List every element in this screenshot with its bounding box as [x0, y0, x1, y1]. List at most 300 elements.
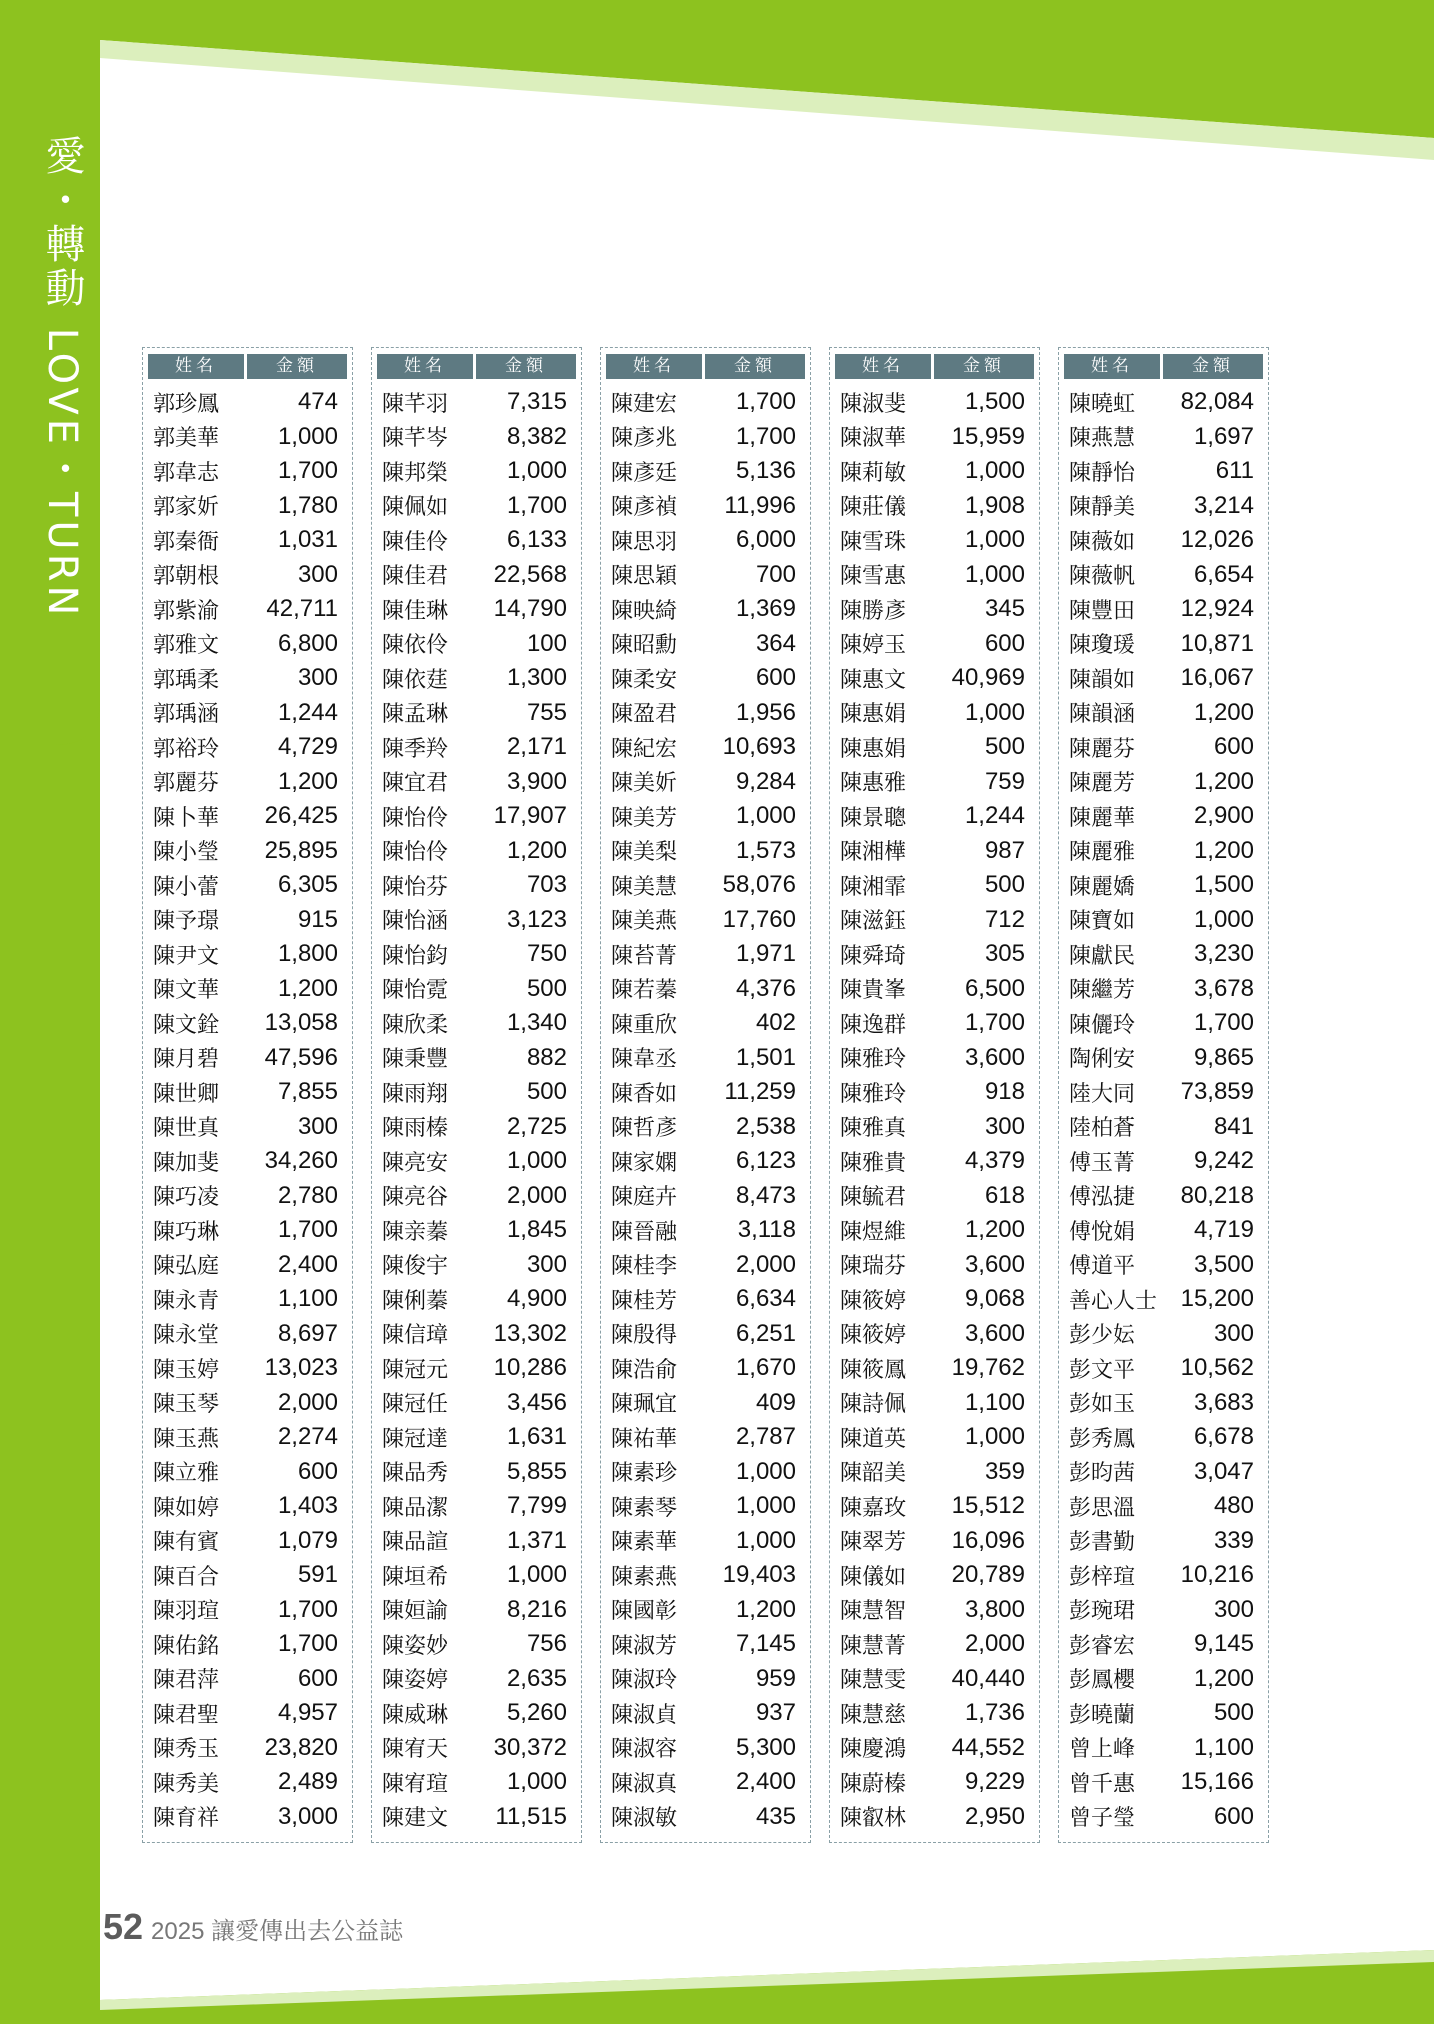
donation-amount: 300 [526, 1250, 567, 1278]
donation-amount: 1,000 [964, 698, 1025, 726]
table-row [611, 1455, 796, 1490]
donation-amount: 3,600 [964, 1043, 1025, 1071]
donor-name: 郭瑀柔 [153, 667, 220, 693]
donation-amount: 73,859 [1180, 1078, 1254, 1106]
donation-amount: 1,000 [964, 526, 1025, 554]
donation-amount: 600 [984, 629, 1025, 657]
table-row [840, 937, 1025, 972]
donor-name: 陳雅貴 [840, 1150, 907, 1176]
table-row [840, 1282, 1025, 1317]
donor-name: 陳惠娟 [840, 736, 907, 762]
donation-amount: 25,895 [264, 836, 338, 864]
donation-amount: 3,683 [1193, 1388, 1254, 1416]
table-row [1069, 1179, 1254, 1214]
table-row [153, 1455, 338, 1490]
donation-amount: 703 [526, 871, 567, 899]
donor-name: 陳文華 [153, 978, 220, 1004]
donation-amount: 8,697 [277, 1319, 338, 1347]
donor-name: 傅道平 [1069, 1254, 1136, 1280]
donation-amount: 1,697 [1193, 422, 1254, 450]
table-row [840, 1006, 1025, 1041]
table-row [840, 1386, 1025, 1421]
donation-amount: 339 [1213, 1526, 1254, 1554]
donation-amount: 11,996 [724, 491, 796, 519]
donor-name: 陳雨榛 [382, 1116, 449, 1142]
donation-amount: 4,900 [506, 1285, 567, 1313]
donor-name: 陳雅玲 [840, 1081, 907, 1107]
donor-name: 陳燕慧 [1069, 426, 1136, 452]
table-row [1069, 1386, 1254, 1421]
donor-name: 郭紫渝 [153, 598, 220, 624]
donation-amount: 1,200 [1193, 1664, 1254, 1692]
donor-name: 陳玉燕 [153, 1426, 220, 1452]
donor-name: 陳怡伶 [382, 805, 449, 831]
donation-amount: 3,900 [506, 767, 567, 795]
donation-amount: 1,300 [506, 664, 567, 692]
table-row [382, 592, 567, 627]
donor-name: 陳尹文 [153, 943, 220, 969]
donation-amount: 6,305 [277, 871, 338, 899]
donor-name: 陳永青 [153, 1288, 220, 1314]
donor-name: 陳欣柔 [382, 1012, 449, 1038]
table-row [1069, 1627, 1254, 1662]
table-row [1069, 1558, 1254, 1593]
donation-amount: 58,076 [722, 871, 796, 899]
table-row [382, 489, 567, 524]
donor-name: 陳映綺 [611, 598, 678, 624]
donor-name: 陳滋鈺 [840, 909, 907, 935]
donor-name: 陳君萍 [153, 1668, 220, 1694]
donor-name: 陳儷玲 [1069, 1012, 1136, 1038]
donation-amount: 2,780 [277, 1181, 338, 1209]
page-number: 52 [103, 1906, 144, 1947]
table-row [153, 592, 338, 627]
table-row [611, 1489, 796, 1524]
donation-amount: 82,084 [1180, 388, 1254, 416]
table-row [382, 558, 567, 593]
donation-amount: 364 [755, 629, 796, 657]
amount-column-header: 金額 [934, 354, 1034, 379]
donor-name: 陳宥天 [382, 1737, 449, 1763]
donation-amount: 1,000 [735, 1526, 796, 1554]
table-row [611, 937, 796, 972]
table-row [1069, 1662, 1254, 1697]
table-row [153, 1075, 338, 1110]
donation-amount: 5,260 [506, 1699, 567, 1727]
donation-amount: 26,425 [264, 802, 338, 830]
donation-amount: 19,403 [722, 1561, 796, 1589]
table-header [377, 354, 576, 379]
donor-name: 陳月碧 [153, 1047, 220, 1073]
donor-name: 陳美燕 [611, 909, 678, 935]
donation-amount: 44,552 [951, 1733, 1025, 1761]
donor-name: 陳麗雅 [1069, 840, 1136, 866]
table-row [382, 1351, 567, 1386]
table-row [611, 454, 796, 489]
donation-amount: 1,200 [1193, 698, 1254, 726]
donation-amount: 8,382 [506, 422, 567, 450]
donation-amount: 500 [984, 871, 1025, 899]
donor-name: 陳秉豐 [382, 1047, 449, 1073]
table-row [611, 834, 796, 869]
donation-amount: 10,286 [493, 1354, 567, 1382]
donation-amount: 3,600 [964, 1250, 1025, 1278]
table-row [1069, 523, 1254, 558]
donation-amount: 7,799 [506, 1492, 567, 1520]
table-row [153, 1800, 338, 1835]
donor-name: 郭朝根 [153, 564, 220, 590]
donor-name: 郭裕玲 [153, 736, 220, 762]
donation-amount: 12,924 [1180, 595, 1254, 623]
donor-name: 陳莉敏 [840, 460, 907, 486]
page-footer [103, 1906, 403, 1948]
table-row [840, 972, 1025, 1007]
table-row [382, 1731, 567, 1766]
donation-amount: 6,678 [1193, 1423, 1254, 1451]
donation-amount: 14,790 [493, 595, 567, 623]
donation-amount: 15,200 [1180, 1285, 1254, 1313]
donor-name: 陳慧智 [840, 1599, 907, 1625]
donation-amount: 841 [1213, 1112, 1254, 1140]
donation-amount: 2,950 [964, 1802, 1025, 1830]
donor-name: 陳曉虹 [1069, 391, 1136, 417]
donation-amount: 8,216 [506, 1595, 567, 1623]
donor-name: 彭文平 [1069, 1357, 1136, 1383]
donation-amount: 1,000 [1193, 905, 1254, 933]
donation-amount: 2,000 [735, 1250, 796, 1278]
table-row [153, 696, 338, 731]
donation-amount: 9,229 [964, 1768, 1025, 1796]
table-row [840, 454, 1025, 489]
donation-amount: 4,376 [735, 974, 796, 1002]
donation-amount: 300 [297, 1112, 338, 1140]
table-row [153, 523, 338, 558]
donor-name: 陳姿婷 [382, 1668, 449, 1694]
donor-name: 陳翠芳 [840, 1530, 907, 1556]
donor-name: 陳孟琳 [382, 702, 449, 728]
donation-amount: 618 [984, 1181, 1025, 1209]
donation-amount: 2,538 [735, 1112, 796, 1140]
donor-name: 傅悅娟 [1069, 1219, 1136, 1245]
donor-name: 陳景聰 [840, 805, 907, 831]
donation-amount: 1,100 [1193, 1733, 1254, 1761]
name-column-header: 姓名 [377, 354, 473, 379]
table-row [382, 1662, 567, 1697]
name-column-header: 姓名 [606, 354, 702, 379]
donor-name: 陳佳琳 [382, 598, 449, 624]
donation-amount: 435 [755, 1802, 796, 1830]
table-row [840, 592, 1025, 627]
table-row [611, 627, 796, 662]
table-row [153, 1041, 338, 1076]
donor-table [829, 347, 1040, 1843]
donation-amount: 1,200 [277, 974, 338, 1002]
donor-name: 陳慧菁 [840, 1633, 907, 1659]
donor-name: 陳建文 [382, 1806, 449, 1832]
donor-name: 陳玉婷 [153, 1357, 220, 1383]
donation-amount: 1,031 [277, 526, 338, 554]
donor-name: 陳勝彥 [840, 598, 907, 624]
donation-amount: 1,000 [964, 1423, 1025, 1451]
donor-name: 陳世真 [153, 1116, 220, 1142]
donor-name: 陳舜琦 [840, 943, 907, 969]
name-column-header: 姓名 [148, 354, 244, 379]
donor-name: 郭家妡 [153, 495, 220, 521]
donation-amount: 300 [297, 560, 338, 588]
table-row [382, 937, 567, 972]
donor-name: 陳嘉玫 [840, 1495, 907, 1521]
donor-name: 陳芊岑 [382, 426, 449, 452]
donor-name: 郭雅文 [153, 633, 220, 659]
table-row [153, 558, 338, 593]
table-row [153, 1558, 338, 1593]
donation-amount: 4,719 [1193, 1216, 1254, 1244]
table-row [153, 661, 338, 696]
donor-name: 陳姮諭 [382, 1599, 449, 1625]
donation-amount: 937 [755, 1699, 796, 1727]
donor-name: 陳永堂 [153, 1323, 220, 1349]
donation-amount: 3,678 [1193, 974, 1254, 1002]
donor-name: 陳芊羽 [382, 391, 449, 417]
donor-name: 陳依伶 [382, 633, 449, 659]
donation-amount: 1,736 [964, 1699, 1025, 1727]
donor-name: 陳加斐 [153, 1150, 220, 1176]
name-column-header: 姓名 [835, 354, 931, 379]
table-row [840, 1662, 1025, 1697]
table-row [153, 937, 338, 972]
donation-amount: 15,959 [951, 422, 1025, 450]
donation-amount: 600 [297, 1664, 338, 1692]
donor-name: 陳巧琳 [153, 1219, 220, 1245]
table-row [153, 972, 338, 1007]
donation-amount: 1,700 [277, 1595, 338, 1623]
vertical-section-title: 愛・轉動 LOVE・TURN [39, 135, 85, 620]
donation-amount: 1,700 [964, 1009, 1025, 1037]
donor-name: 陳紀宏 [611, 736, 678, 762]
table-row [611, 1696, 796, 1731]
table-row [611, 1558, 796, 1593]
table-row [611, 1317, 796, 1352]
table-row [611, 1213, 796, 1248]
table-row [611, 696, 796, 731]
table-row [1069, 627, 1254, 662]
table-row [840, 489, 1025, 524]
table-rows [153, 385, 338, 1834]
table-row [1069, 1144, 1254, 1179]
donation-amount: 500 [984, 733, 1025, 761]
donor-table [371, 347, 582, 1843]
donation-amount: 1,244 [964, 802, 1025, 830]
table-row [382, 1558, 567, 1593]
donation-amount: 882 [526, 1043, 567, 1071]
donor-name: 陳慶鴻 [840, 1737, 907, 1763]
donor-name: 彭琬珺 [1069, 1599, 1136, 1625]
donor-name: 彭鳳櫻 [1069, 1668, 1136, 1694]
donation-amount: 3,000 [277, 1802, 338, 1830]
table-row [153, 868, 338, 903]
donor-name: 陳獻民 [1069, 943, 1136, 969]
table-row [153, 765, 338, 800]
table-row [611, 1662, 796, 1697]
donation-amount: 1,573 [735, 836, 796, 864]
donor-name: 陳俊宇 [382, 1254, 449, 1280]
donation-amount: 7,855 [277, 1078, 338, 1106]
table-row [611, 1075, 796, 1110]
donation-amount: 5,300 [735, 1733, 796, 1761]
donation-amount: 1,971 [735, 940, 796, 968]
table-row [382, 1696, 567, 1731]
donor-name: 郭麗芬 [153, 771, 220, 797]
donation-amount: 9,068 [964, 1285, 1025, 1313]
table-row [1069, 1800, 1254, 1835]
table-row [611, 1110, 796, 1145]
donor-name: 陳百合 [153, 1564, 220, 1590]
table-row [1069, 937, 1254, 972]
donor-name: 陳殷得 [611, 1323, 678, 1349]
donation-amount: 600 [755, 664, 796, 692]
table-row [611, 799, 796, 834]
table-row [840, 1455, 1025, 1490]
table-row [840, 1317, 1025, 1352]
donation-amount: 15,166 [1180, 1768, 1254, 1796]
donor-name: 陳品秀 [382, 1461, 449, 1487]
donor-name: 陳麗嬌 [1069, 874, 1136, 900]
donor-name: 陳淑真 [611, 1771, 678, 1797]
donation-amount: 1,200 [1193, 767, 1254, 795]
donor-name: 傅泓捷 [1069, 1185, 1136, 1211]
table-row [382, 627, 567, 662]
donor-name: 陳雪惠 [840, 564, 907, 590]
table-row [382, 1386, 567, 1421]
donation-amount: 2,274 [277, 1423, 338, 1451]
donation-amount: 9,145 [1193, 1630, 1254, 1658]
donation-amount: 500 [526, 974, 567, 1002]
donation-amount: 1,670 [735, 1354, 796, 1382]
table-row [611, 1386, 796, 1421]
donor-name: 陳威琳 [382, 1702, 449, 1728]
table-row [611, 592, 796, 627]
donor-name: 善心人士 [1069, 1288, 1158, 1314]
table-row [840, 1593, 1025, 1628]
donor-name: 陳逸群 [840, 1012, 907, 1038]
donor-name: 郭韋志 [153, 460, 220, 486]
donation-amount: 7,315 [506, 388, 567, 416]
donor-name: 陳靜美 [1069, 495, 1136, 521]
donor-name: 陳蔚榛 [840, 1771, 907, 1797]
table-row [1069, 1489, 1254, 1524]
donation-amount: 987 [984, 836, 1025, 864]
table-row [1069, 558, 1254, 593]
donation-amount: 47,596 [264, 1043, 338, 1071]
donation-amount: 474 [297, 388, 338, 416]
table-row [611, 523, 796, 558]
donor-name: 曾千惠 [1069, 1771, 1136, 1797]
donation-amount: 2,489 [277, 1768, 338, 1796]
table-row [153, 1317, 338, 1352]
table-row [1069, 1351, 1254, 1386]
donation-amount: 1,501 [735, 1043, 796, 1071]
donor-name: 陳亮谷 [382, 1185, 449, 1211]
donor-name: 陳麗華 [1069, 805, 1136, 831]
table-row [382, 1248, 567, 1283]
donor-name: 彭曉蘭 [1069, 1702, 1136, 1728]
donor-name: 陳美芳 [611, 805, 678, 831]
table-row [1069, 799, 1254, 834]
table-row [840, 1041, 1025, 1076]
donor-name: 陳雪珠 [840, 529, 907, 555]
donor-name: 陳姿妙 [382, 1633, 449, 1659]
table-rows [840, 385, 1025, 1834]
donation-amount: 750 [526, 940, 567, 968]
donation-amount: 3,600 [964, 1319, 1025, 1347]
donor-name: 彭思溫 [1069, 1495, 1136, 1521]
donation-amount: 40,969 [951, 664, 1025, 692]
donation-amount: 1,000 [735, 1457, 796, 1485]
table-row [1069, 1593, 1254, 1628]
donation-amount: 3,123 [506, 905, 567, 933]
donation-amount: 1,371 [506, 1526, 567, 1554]
table-header [148, 354, 347, 379]
donor-name: 陳如婷 [153, 1495, 220, 1521]
donor-name: 陳宜君 [382, 771, 449, 797]
donor-name: 陳韻涵 [1069, 702, 1136, 728]
donation-amount: 2,000 [277, 1388, 338, 1416]
donor-name: 陳育祥 [153, 1806, 220, 1832]
donation-amount: 3,500 [1193, 1250, 1254, 1278]
donation-amount: 500 [1213, 1699, 1254, 1727]
donation-amount: 2,171 [506, 733, 567, 761]
donor-name: 陳浩俞 [611, 1357, 678, 1383]
table-row [382, 661, 567, 696]
donation-amount: 480 [1213, 1492, 1254, 1520]
donor-name: 陳慧雯 [840, 1668, 907, 1694]
donation-amount: 7,145 [735, 1630, 796, 1658]
donation-amount: 1,000 [506, 457, 567, 485]
donor-name: 陳繼芳 [1069, 978, 1136, 1004]
table-row [1069, 834, 1254, 869]
donor-name: 陳彥廷 [611, 460, 678, 486]
table-row [1069, 420, 1254, 455]
donor-name: 陳予璟 [153, 909, 220, 935]
donation-amount: 5,136 [735, 457, 796, 485]
donation-amount: 756 [526, 1630, 567, 1658]
table-row [611, 1627, 796, 1662]
table-row [153, 385, 338, 420]
donor-name: 陳雅真 [840, 1116, 907, 1142]
table-row [1069, 1213, 1254, 1248]
donor-name: 陳怡涵 [382, 909, 449, 935]
donor-name: 陳美梨 [611, 840, 678, 866]
donor-name: 陳昭勳 [611, 633, 678, 659]
table-header [1064, 354, 1263, 379]
donation-amount: 1,500 [1193, 871, 1254, 899]
table-row [840, 627, 1025, 662]
donation-amount: 3,230 [1193, 940, 1254, 968]
donation-amount: 11,515 [495, 1802, 567, 1830]
donor-name: 陳邦榮 [382, 460, 449, 486]
table-row [840, 523, 1025, 558]
table-row [153, 799, 338, 834]
donation-amount: 959 [755, 1664, 796, 1692]
donor-name: 陳重欣 [611, 1012, 678, 1038]
donation-amount: 1,700 [277, 1630, 338, 1658]
donor-name: 陳瑞芬 [840, 1254, 907, 1280]
table-row [382, 799, 567, 834]
donation-amount: 1,780 [277, 491, 338, 519]
table-row [382, 1455, 567, 1490]
donation-amount: 6,654 [1193, 560, 1254, 588]
donor-name: 陳國彰 [611, 1599, 678, 1625]
